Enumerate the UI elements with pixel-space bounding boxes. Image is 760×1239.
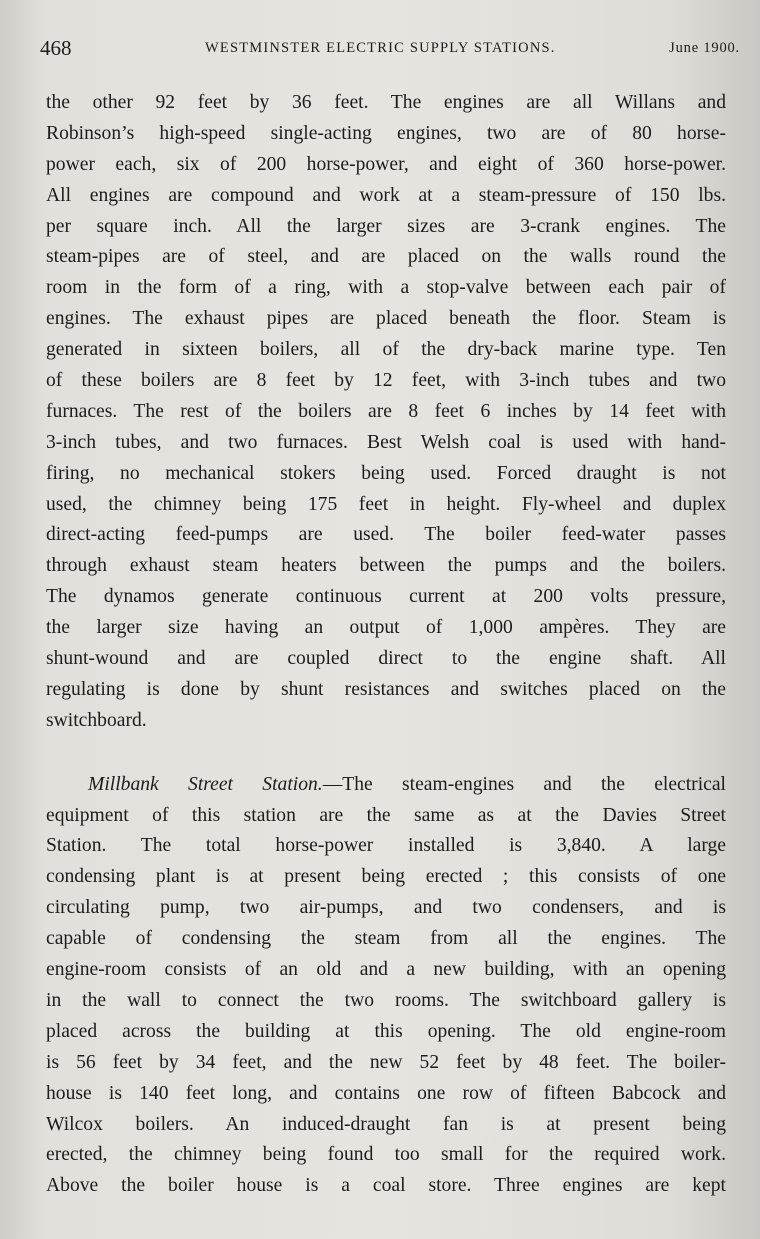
text-line: Above the boiler house is a coal store. Three engines are kept <box>46 1175 726 1197</box>
text-line: in the wall to connect the two rooms. The switchboard gallery is <box>46 989 726 1011</box>
text-line: condensing plant is at present being erected ; this consists of one <box>46 866 726 888</box>
text-line: regulating is done by shunt resistances and switches placed on the <box>46 678 726 700</box>
text-line: erected, the chimney being found too small for the required work. <box>46 1144 726 1166</box>
text-line: the other 92 feet by 36 feet. The engines are all Willans and <box>46 92 726 113</box>
text-line: The dynamos generate continuous current at 200 volts pressure, <box>46 586 726 608</box>
text-line: shunt-wound and are coupled direct to the engine shaft. All <box>46 648 726 670</box>
text-line-lead <box>46 770 726 801</box>
text-line: engines. The exhaust pipes are placed beneath the floor. Steam is <box>46 308 726 330</box>
text-line: used, the chimney being 175 feet in height. Fly-wheel and duplex <box>46 493 726 515</box>
text-line: Wilcox boilers. An induced-draught fan is at present being <box>46 1113 726 1135</box>
text-line: the larger size having an output of 1,000 ampères. They are <box>46 617 726 639</box>
text-line: generated in sixteen boilers, all of the dry-back marine type. Ten <box>46 339 726 361</box>
text-line: engine-room consists of an old and a new building, with an opening <box>46 959 726 981</box>
section-heading-millbank: Millbank Street Station. <box>88 773 323 795</box>
text-line: Robinson’s high-speed single-acting engines, two are of 80 horse- <box>46 122 726 144</box>
text-line: room in the form of a ring, with a stop-valve between each pair of <box>46 277 726 299</box>
text-line: capable of condensing the steam from all the engines. The <box>46 928 726 950</box>
lead-text: —The steam-engines and the electrical <box>322 773 726 795</box>
text-line: power each, six of 200 horse-power, and eight of 360 horse-power. <box>46 153 726 175</box>
text-line: house is 140 feet long, and contains one row of fifteen Babcock and <box>46 1082 726 1104</box>
text-line: firing, no mechanical stokers being used. Forced draught is not <box>46 462 726 484</box>
text-line: Station. The total horse-power installed is 3,840. A large <box>46 835 726 857</box>
paragraph-2 <box>46 770 726 1202</box>
text-line: circulating pump, two air-pumps, and two condensers, and is <box>46 897 726 919</box>
page-number: 468 <box>40 36 72 60</box>
text-line: equipment of this station are the same as at the Davies Street <box>46 804 726 826</box>
text-line: All engines are compound and work at a steam-pressure of 150 lbs. <box>46 184 726 206</box>
text-line: of these boilers are 8 feet by 12 feet, with 3-inch tubes and two <box>46 370 726 392</box>
text-line: through exhaust steam heaters between the pumps and the boilers. <box>46 555 726 577</box>
text-line: 3-inch tubes, and two furnaces. Best Welsh coal is used with hand- <box>46 431 726 453</box>
text-line: placed across the building at this opening. The old engine-room <box>46 1020 726 1042</box>
running-title: WESTMINSTER ELECTRIC SUPPLY STATIONS. <box>205 40 556 56</box>
issue-date: June 1900. <box>669 40 740 56</box>
text-line: direct-acting feed-pumps are used. The boiler feed-water passes <box>46 524 726 546</box>
text-line: furnaces. The rest of the boilers are 8 feet 6 inches by 14 feet with <box>46 400 726 422</box>
text-line: switchboard. <box>46 709 147 731</box>
paragraph-1 <box>46 88 726 737</box>
running-header <box>40 36 740 66</box>
page-body <box>46 88 726 1202</box>
text-line: is 56 feet by 34 feet, and the new 52 feet by 48 feet. The boiler- <box>46 1051 726 1073</box>
paragraph-gap <box>46 737 726 770</box>
text-line: per square inch. All the larger sizes are 3-crank engines. The <box>46 215 726 237</box>
text-line: steam-pipes are of steel, and are placed on the walls round the <box>46 246 726 268</box>
